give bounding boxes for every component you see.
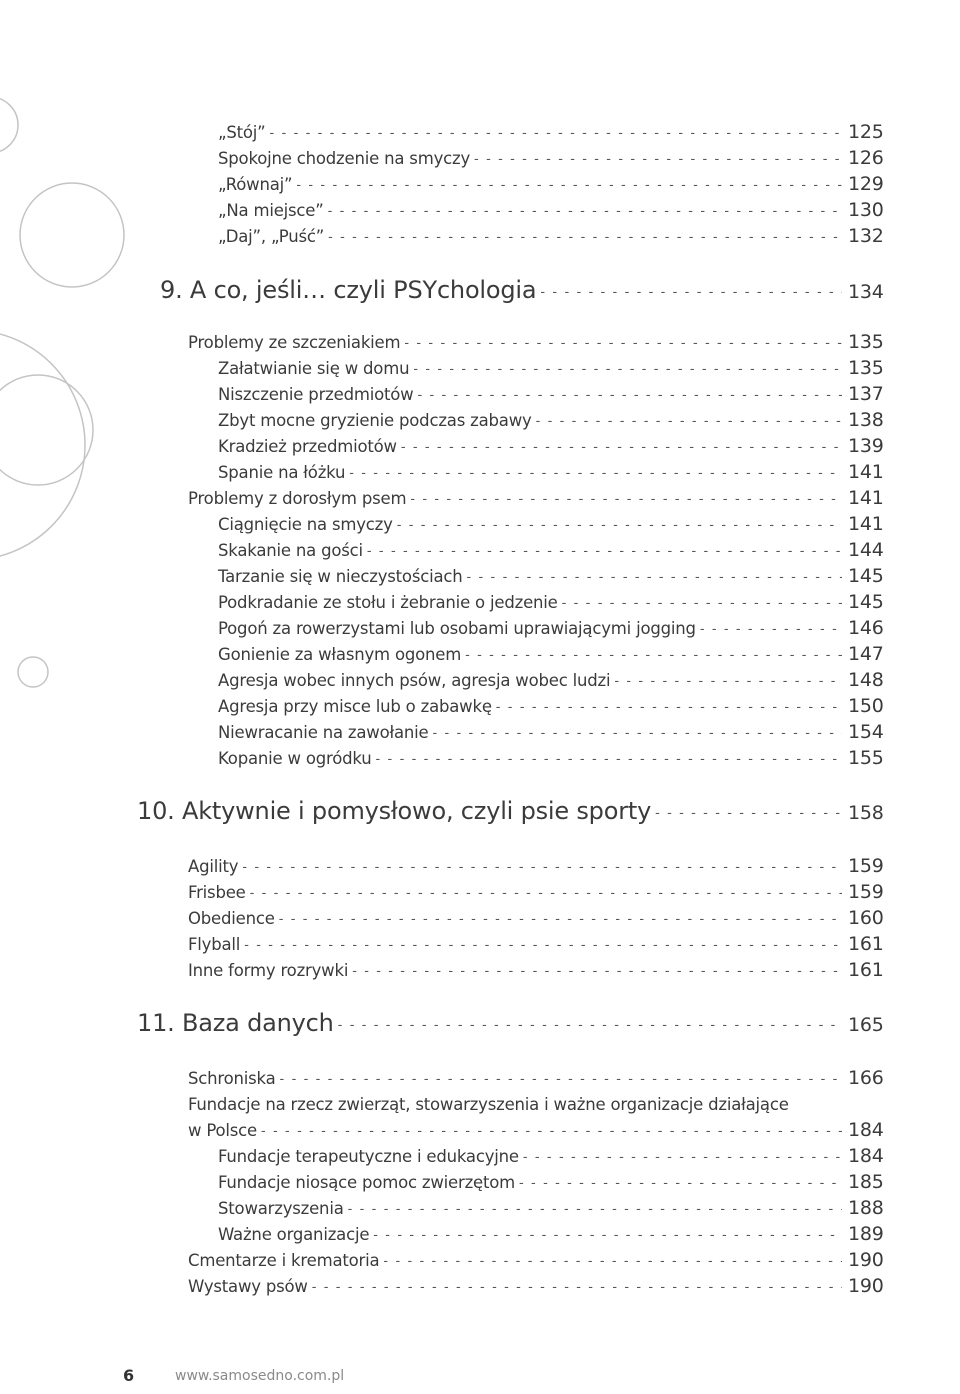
dot-leader: [328, 204, 842, 219]
toc-entry[interactable]: [218, 721, 890, 745]
toc-entry-title: Agresja wobec innych psów, agresja wobec ludzi: [218, 671, 611, 690]
toc-entry-page: 190: [848, 1275, 884, 1297]
toc-entry-title: Obedience: [188, 909, 275, 928]
toc-entry[interactable]: [218, 643, 890, 667]
dot-leader: [280, 1072, 842, 1087]
dot-leader: [413, 362, 842, 377]
toc-entry[interactable]: [188, 907, 890, 931]
toc-entry-page: 150: [848, 695, 884, 717]
website-url[interactable]: www.samosedno.com.pl: [175, 1368, 345, 1384]
toc-entry[interactable]: [218, 1171, 890, 1195]
dot-leader: [270, 126, 842, 141]
toc-entry-page: 138: [848, 409, 884, 431]
toc-entry[interactable]: [218, 147, 890, 171]
toc-entry[interactable]: [218, 591, 890, 615]
toc-entry[interactable]: [218, 173, 890, 197]
toc-entry[interactable]: [218, 617, 890, 641]
toc-entry-title: Pogoń za rowerzystami lub osobami uprawiającymi jogging: [218, 619, 696, 638]
decor-circle: [18, 657, 48, 687]
dot-leader: [410, 492, 842, 507]
dot-leader: [352, 964, 842, 979]
toc-entry[interactable]: [188, 331, 890, 355]
toc-entry-page: 141: [848, 513, 884, 535]
toc-entry-page: 155: [848, 747, 884, 769]
dot-leader: [496, 700, 842, 715]
toc-entry-title: Niewracanie na zawołanie: [218, 723, 429, 742]
toc-entry-title: Flyball: [188, 935, 241, 954]
toc-entry-title: Kopanie w ogródku: [218, 749, 372, 768]
dot-leader: [700, 622, 842, 637]
toc-entry-title: Agility: [188, 857, 239, 876]
toc-entry-title: Ciągnięcie na smyczy: [218, 515, 393, 534]
toc-entry-page: 148: [848, 669, 884, 691]
toc-entry-page: 190: [848, 1249, 884, 1271]
toc-entry-page: 159: [848, 855, 884, 877]
toc-entry[interactable]: [188, 487, 890, 511]
dot-leader: [465, 648, 842, 663]
chapter-page: 158: [848, 802, 884, 824]
dot-leader: [562, 596, 842, 611]
dot-leader: [348, 1202, 842, 1217]
dot-leader: [432, 726, 842, 741]
toc-entry[interactable]: [218, 1197, 890, 1221]
toc-entry-title: Schroniska: [188, 1069, 276, 1088]
toc-entry-title: Wystawy psów: [188, 1277, 308, 1296]
toc-entry-page: 161: [848, 959, 884, 981]
dot-leader: [244, 938, 842, 953]
toc-entry-title: Fundacje niosące pomoc zwierzętom: [218, 1173, 516, 1192]
toc-entry[interactable]: [188, 1119, 890, 1143]
toc-entry-page: 160: [848, 907, 884, 929]
toc-entry[interactable]: [218, 409, 890, 433]
toc-entry[interactable]: [188, 959, 890, 983]
toc-entry[interactable]: [188, 855, 890, 879]
toc-entry-title: Stowarzyszenia: [218, 1199, 344, 1218]
chapter-heading[interactable]: [160, 276, 890, 308]
dot-leader: [519, 1176, 842, 1191]
toc-entry[interactable]: [188, 881, 890, 905]
toc-entry-title: Agresja przy misce lub o zabawkę: [218, 697, 492, 716]
toc-entry-title: Skakanie na gości: [218, 541, 363, 560]
toc-entry[interactable]: [218, 695, 890, 719]
dot-leader: [540, 285, 842, 300]
dot-leader: [536, 414, 842, 429]
dot-leader: [417, 388, 842, 403]
toc-entry-page: 185: [848, 1171, 884, 1193]
dot-leader: [376, 752, 842, 767]
toc-entry-page: 166: [848, 1067, 884, 1089]
dot-leader: [338, 1018, 842, 1033]
dot-leader: [523, 1150, 842, 1165]
toc-entry[interactable]: [188, 933, 890, 957]
toc-entry-title: Frisbee: [188, 883, 246, 902]
dot-leader: [383, 1254, 842, 1269]
toc-entry-title: Niszczenie przedmiotów: [218, 385, 414, 404]
decor-circle: [0, 330, 85, 560]
toc-entry-title: Fundacje terapeutyczne i edukacyjne: [218, 1147, 519, 1166]
toc-entry-page: 129: [848, 173, 884, 195]
toc-entry-page: 161: [848, 933, 884, 955]
toc-entry[interactable]: [188, 1275, 890, 1299]
chapter-title: 11. Baza danych: [137, 1009, 334, 1037]
dot-leader: [261, 1124, 842, 1139]
chapter-title: 10. Aktywnie i pomysłowo, czyli psie sporty: [137, 797, 652, 825]
chapter-title: 9. A co, jeśli… czyli PSYchologia: [160, 276, 537, 304]
toc-entry-page: 147: [848, 643, 884, 665]
toc-entry-page: 159: [848, 881, 884, 903]
dot-leader: [401, 440, 842, 455]
toc-entry-title: Tarzanie się w nieczystościach: [218, 567, 463, 586]
dot-leader: [296, 178, 842, 193]
toc-entry-page: 141: [848, 461, 884, 483]
chapter-heading[interactable]: [137, 797, 890, 829]
decor-circle: [0, 375, 93, 485]
dot-leader: [349, 466, 842, 481]
toc-entry-title-line1[interactable]: Fundacje na rzecz zwierząt, stowarzyszenia i ważne organizacje działające: [188, 1095, 789, 1114]
toc-entry-title: „Stój”: [218, 123, 266, 142]
dot-leader: [655, 806, 842, 821]
toc-entry[interactable]: [218, 225, 890, 249]
toc-entry-page: 125: [848, 121, 884, 143]
toc-entry-page: 188: [848, 1197, 884, 1219]
dot-leader: [328, 230, 842, 245]
toc-entry-title: Gonienie za własnym ogonem: [218, 645, 462, 664]
chapter-page: 165: [848, 1014, 884, 1036]
dot-leader: [242, 860, 842, 875]
toc-entry[interactable]: [218, 461, 890, 485]
toc-entry-title: Spokojne chodzenie na smyczy: [218, 149, 471, 168]
toc-entry[interactable]: [218, 1145, 890, 1169]
decor-circle: [0, 97, 18, 153]
toc-entry-page: 135: [848, 357, 884, 379]
toc-entry[interactable]: [188, 1067, 890, 1091]
toc-entry[interactable]: [218, 435, 890, 459]
toc-entry-page: 184: [848, 1145, 884, 1167]
toc-entry[interactable]: [218, 565, 890, 589]
toc-entry-title: Ważne organizacje: [218, 1225, 370, 1244]
toc-entry-title: w Polsce: [188, 1121, 258, 1140]
toc-entry-title: „Daj”, „Puść”: [218, 227, 325, 246]
decor-circle: [20, 183, 124, 287]
toc-entry-page: 137: [848, 383, 884, 405]
page-number: 6: [123, 1366, 135, 1385]
toc-entry-title: Kradzież przedmiotów: [218, 437, 397, 456]
toc-entry-title: Cmentarze i krematoria: [188, 1251, 380, 1270]
toc-entry[interactable]: [218, 1223, 890, 1247]
dot-leader: [250, 886, 842, 901]
toc-entry-page: 145: [848, 591, 884, 613]
toc-entry[interactable]: [218, 539, 890, 563]
toc-entry[interactable]: [218, 121, 890, 145]
dot-leader: [474, 152, 842, 167]
toc-entry-page: 132: [848, 225, 884, 247]
toc-entry-page: 139: [848, 435, 884, 457]
dot-leader: [397, 518, 842, 533]
toc-entry-title: Spanie na łóżku: [218, 463, 346, 482]
toc-entry-title: Podkradanie ze stołu i żebranie o jedzenie: [218, 593, 558, 612]
dot-leader: [367, 544, 842, 559]
dot-leader: [373, 1228, 842, 1243]
chapter-page: 134: [848, 281, 884, 303]
toc-entry[interactable]: [218, 383, 890, 407]
toc-entry-page: 145: [848, 565, 884, 587]
toc-entry-title: Załatwianie się w domu: [218, 359, 410, 378]
toc-entry-title: Zbyt mocne gryzienie podczas zabawy: [218, 411, 532, 430]
dot-leader: [404, 336, 842, 351]
toc-entry-page: 135: [848, 331, 884, 353]
toc-entry-title: „Równaj”: [218, 175, 293, 194]
dot-leader: [614, 674, 842, 689]
toc-entry-page: 130: [848, 199, 884, 221]
toc-entry-title: Problemy z dorosłym psem: [188, 489, 407, 508]
toc-entry-page: 141: [848, 487, 884, 509]
toc-entry[interactable]: [218, 669, 890, 693]
toc-entry-page: 189: [848, 1223, 884, 1245]
toc-entry[interactable]: [218, 747, 890, 771]
toc-entry-page: 126: [848, 147, 884, 169]
toc-entry[interactable]: [218, 513, 890, 537]
dot-leader: [312, 1280, 842, 1295]
toc-entry-page: 146: [848, 617, 884, 639]
chapter-heading[interactable]: [137, 1009, 890, 1041]
dot-leader: [467, 570, 842, 585]
toc-entry-title: Problemy ze szczeniakiem: [188, 333, 401, 352]
dot-leader: [279, 912, 842, 927]
toc-entry-page: 184: [848, 1119, 884, 1141]
toc-entry-title: „Na miejsce”: [218, 201, 324, 220]
toc-entry-page: 144: [848, 539, 884, 561]
toc-entry-title: Inne formy rozrywki: [188, 961, 349, 980]
toc-entry[interactable]: [218, 357, 890, 381]
toc-entry[interactable]: [188, 1249, 890, 1273]
toc-entry[interactable]: [218, 199, 890, 223]
toc-entry-page: 154: [848, 721, 884, 743]
